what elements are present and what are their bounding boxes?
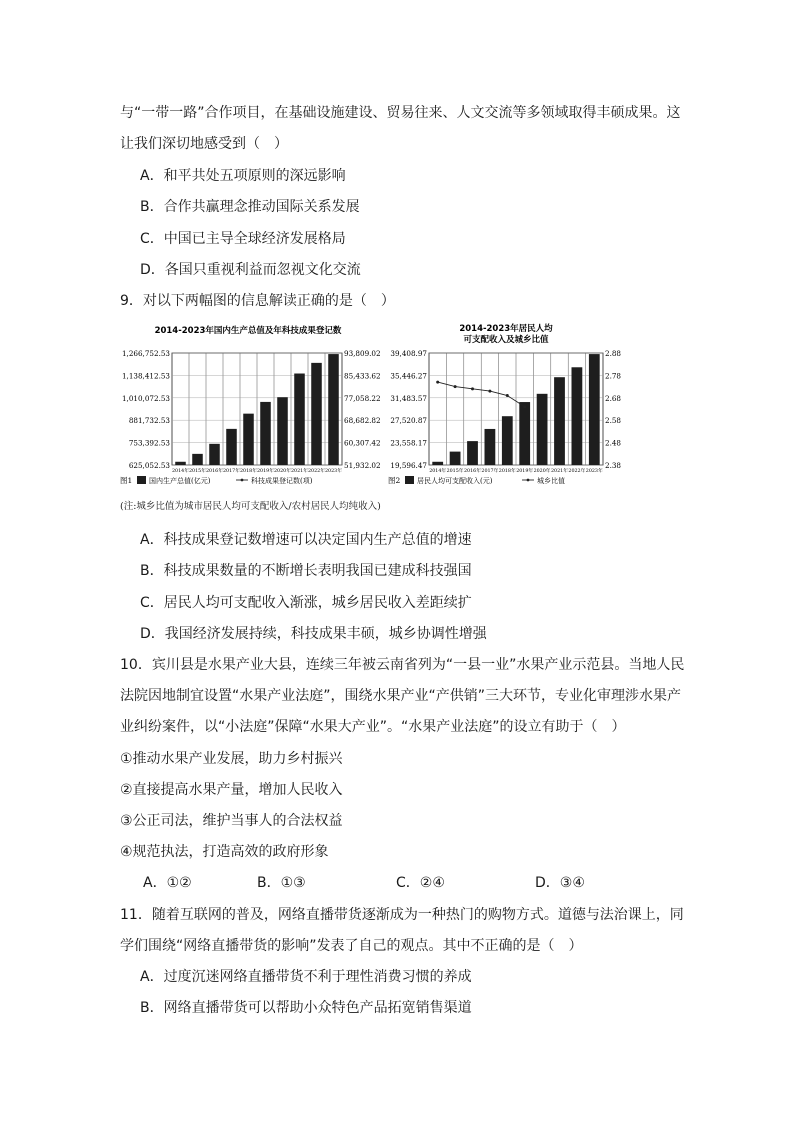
bar [432,462,443,465]
legend-line-marker [527,479,530,482]
q10-option-c: C．②④ [396,875,445,891]
x-tick-label: 2014年 [429,469,447,474]
x-tick-label: 2019年 [256,469,275,474]
y-tick-label-right: 85,433.62 [344,371,381,381]
chart-2 [388,320,628,500]
x-tick-label: 2015年 [188,469,207,474]
q11-option-a: A．过度沉迷网络直播带货不利于理性消费习惯的养成 [140,969,472,985]
x-tick-label: 2022年 [307,469,326,474]
x-tick-label: 2023年 [585,469,603,474]
y-tick-label-left: 31,483.57 [390,393,427,403]
bar [226,429,237,465]
x-tick-label: 2020年 [533,469,551,474]
q8-option-c: C．中国已主导全球经济发展格局 [140,231,346,247]
y-tick-label-left: 1,138,412.53 [121,371,170,381]
q8-option-b: B．合作共赢理念推动国际关系发展 [140,199,360,215]
q11-stem-line1: 11．随着互联网的普及，网络直播带货逐渐成为一种热门的购物方式。道德与法治课上，同 [120,907,684,923]
line-point [523,405,526,408]
x-tick-label: 2018年 [498,469,516,474]
q10-statement-3: ③公正司法，维护当事人的合法权益 [120,813,343,829]
bar [519,402,530,465]
q10-statement-4: ④规范执法，打造高效的政府形象 [120,844,329,860]
y-tick-label-left: 27,520.87 [390,416,427,426]
legend-line-marker [241,479,244,482]
bar [260,402,271,465]
bar [485,429,496,465]
y-tick-label-left: 35,446.27 [390,371,427,381]
bar [175,462,186,465]
bar [554,377,565,465]
x-tick-label: 2016年 [205,469,224,474]
q9-option-a: A．科技成果登记数增速可以决定国内生产总值的增速 [140,532,472,548]
x-tick-label: 2017年 [222,469,241,474]
bar [450,452,461,465]
q10-stem-line3: 业纠纷案件，以“小法庭”保障“水果大产业”。“水果产业法庭”的设立有助于（ ） [120,719,626,735]
y-tick-label-right: 2.78 [605,371,622,381]
y-tick-label-left: 753,392.53 [128,438,170,448]
q10-option-d: D．③④ [535,875,585,891]
q8-stem-line2: 让我们深切地感受到（ ） [120,136,288,152]
line-point [454,385,457,388]
y-tick-label-left: 1,010,072.53 [121,393,170,403]
y-tick-label-right: 60,307.42 [344,438,381,448]
chart-note: (注:城乡比值为城市居民人均可支配收入/农村居民人均纯收入) [120,501,381,512]
legend-bar-label: 居民人均可支配收入(元) [417,477,493,485]
q9-option-d: D．我国经济发展持续，科技成果丰硕，城乡协调性增强 [140,626,487,642]
y-tick-label-left: 39,408.97 [390,349,427,358]
bar [589,354,600,465]
q10-statement-1: ①推动水果产业发展，助力乡村振兴 [120,751,343,767]
legend-bar-swatch [405,476,414,484]
legend-line-label: 城乡比值 [537,477,565,485]
bar [243,414,254,465]
q10-option-a: A．①② [143,875,192,891]
y-tick-label-right: 51,932.02 [344,461,381,470]
y-tick-label-right: 2.68 [605,393,622,403]
q8-option-d: D．各国只重视利益而忽视文化交流 [140,262,361,278]
line-point [471,387,474,390]
y-tick-label-left: 19,596.47 [390,461,427,470]
legend-bar-swatch [137,476,146,484]
q10-stem-line1: 10．宾川县是水果产业大县，连续三年被云南省列为“一县一业”水果产业示范县。当地人民 [120,657,685,673]
y-tick-label-right: 77,058.22 [344,393,381,403]
line-point [488,390,491,393]
q11-stem-line2: 学们围绕“网络直播带货的影响”发表了自己的观点。其中不正确的是（ ） [120,938,583,954]
x-tick-label: 2021年 [290,469,309,474]
x-tick-label: 2014年 [171,469,190,474]
y-tick-label-right: 93,809.02 [344,349,381,358]
y-tick-label-left: 881,732.53 [128,416,170,426]
q9-stem: 9．对以下两幅图的信息解读正确的是（ ） [120,293,395,309]
bar [537,394,548,465]
bar [277,397,288,465]
x-tick-label: 2021年 [550,469,569,474]
q9-option-c: C．居民人均可支配收入渐涨，城乡居民收入差距续扩 [140,595,472,611]
chart-title: 2014-2023年居民人均 [459,324,553,334]
bar [328,354,339,465]
q11-option-b: B．网络直播带货可以帮助小众特色产品拓宽销售渠道 [140,1000,472,1016]
q10-statement-2: ②直接提高水果产量，增加人民收入 [120,782,343,798]
bar [192,454,203,465]
x-tick-label: 2020年 [273,469,292,474]
y-tick-label-left: 1,266,752.53 [121,349,170,358]
q10-option-b: B．①③ [257,875,306,891]
figure-label: 图2 [388,476,401,485]
chart-title: 可支配收入及城乡比值 [463,335,549,345]
chart-title: 2014-2023年国内生产总值及年科技成果登记数 [154,326,342,336]
y-tick-label-right: 2.38 [605,461,622,470]
x-tick-label: 2022年 [568,469,586,474]
bar [467,441,478,465]
q9-option-b: B．科技成果数量的不断增长表明我国已建成科技强国 [140,563,472,579]
x-tick-label: 2018年 [239,469,258,474]
y-tick-label-right: 2.88 [605,349,622,358]
bar [209,444,220,465]
x-tick-label: 2017年 [481,469,499,474]
bar [311,363,322,465]
bar [294,374,305,465]
x-tick-label: 2019年 [516,469,534,474]
q8-option-a: A．和平共处五项原则的深远影响 [140,168,346,184]
y-tick-label-right: 2.48 [605,438,622,448]
y-tick-label-left: 625,052.53 [128,461,170,470]
figure-label: 图1 [120,476,133,485]
x-tick-label: 2023年 [324,469,343,474]
x-tick-label: 2016年 [463,469,482,474]
y-tick-label-right: 2.58 [605,416,622,426]
chart-1 [118,320,381,500]
bar [572,367,583,465]
legend-line-label: 科技成果登记数(项) [251,477,313,485]
line-point [506,394,509,397]
bar [502,416,513,465]
x-tick-label: 2015年 [446,469,464,474]
y-tick-label-right: 68,682.82 [344,416,381,426]
q8-stem-line1: 与“一带一路”合作项目，在基础设施建设、贸易往来、人文交流等多领域取得丰硕成果。这 [120,105,681,121]
legend-bar-label: 国内生产总值(亿元) [149,477,211,485]
y-tick-label-left: 23,558.17 [390,438,427,448]
line-point [436,381,439,384]
q10-stem-line2: 法院因地制宜设置“水果产业法庭”，围绕水果产业“产供销”三大环节，专业化审理涉水果产 [120,688,682,704]
